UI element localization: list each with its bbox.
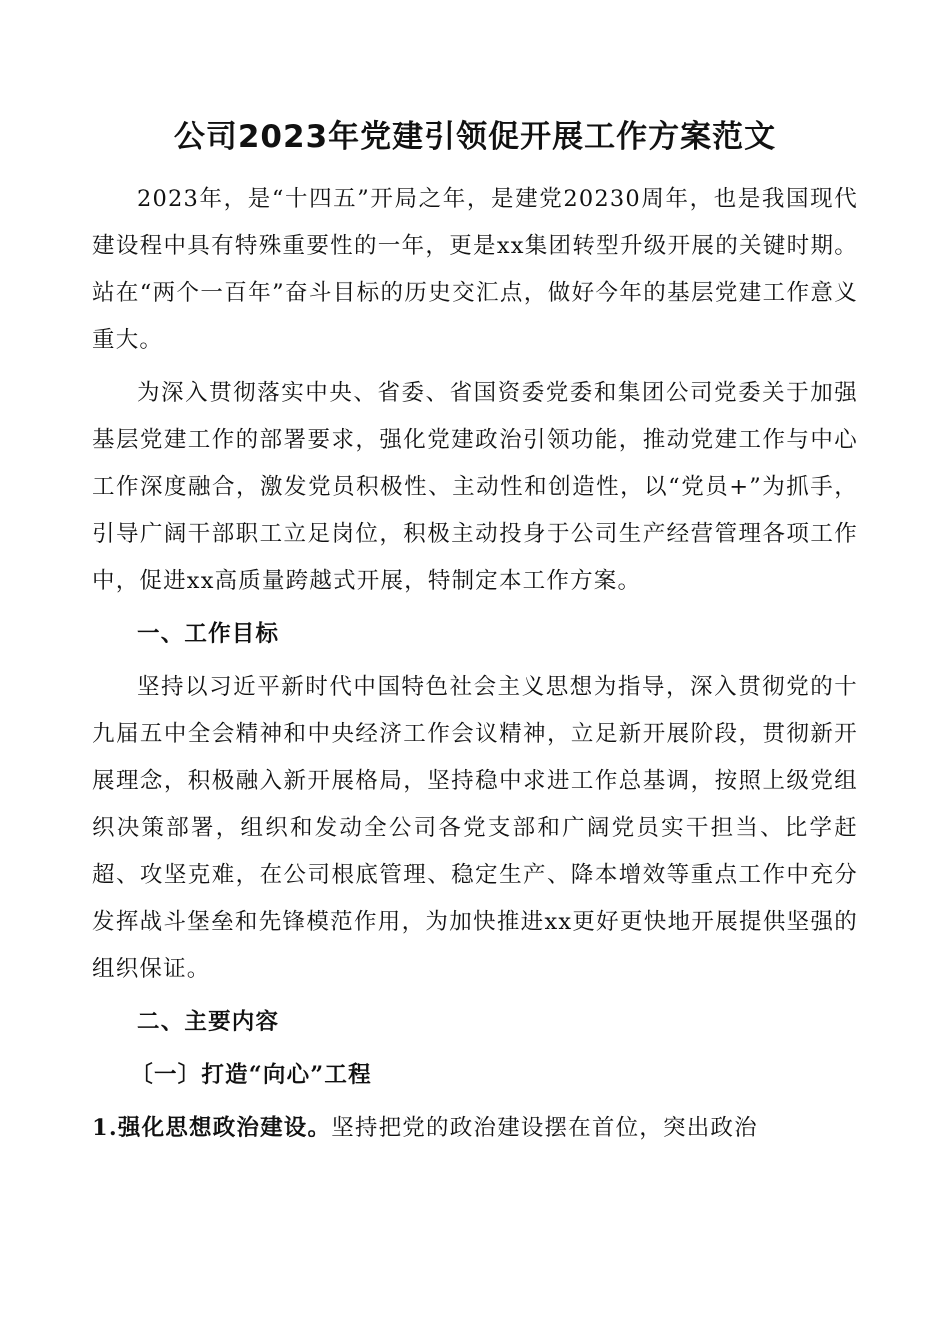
item-1-lead: 1.强化思想政治建设。 xyxy=(92,1115,332,1141)
document-body xyxy=(92,176,858,1152)
intro-paragraph-2: 为深入贯彻落实中央、省委、省国资委党委和集团公司党委关于加强基层党建工作的部署要求，强化党建政治引领功能，推动党建工作与中心工作深度融合，激发党员积极性、主动性和创造性，以“党员+”为抓手，引导广阔干部职工立足岗位，积极主动投身于公司生产经营管理各项工作中，促进xx高质量跨越式开展，特制定本工作方案。 xyxy=(92,380,858,594)
document-title: 公司2023年党建引领促开展工作方案范文 xyxy=(173,119,777,155)
item-1-paragraph xyxy=(92,1105,858,1152)
section-heading-goals: 一、工作目标 xyxy=(137,621,280,647)
subsection-heading: 〔一〕打造“向心”工程 xyxy=(130,1062,372,1088)
goals-paragraph: 坚持以习近平新时代中国特色社会主义思想为指导，深入贯彻党的十九届五中全会精神和中央经济工作会议精神，立足新开展阶段，贯彻新开展理念，积极融入新开展格局，坚持稳中求进工作总基调，按照上级党组织决策部署，组织和发动全公司各党支部和广阔党员实干担当、比学赶超、攻坚克难，在公司根底管理、稳定生产、降本增效等重点工作中充分发挥战斗堡垒和先锋模范作用，为加快推进xx更好更快地开展提供坚强的组织保证。 xyxy=(92,674,858,982)
intro-paragraph-1: 2023年，是“十四五”开局之年，是建党20230周年，也是我国现代建设程中具有特殊重要性的一年，更是xx集团转型升级开展的关键时期。站在“两个一百年”奋斗目标的历史交汇点，做好今年的基层党建工作意义重大。 xyxy=(92,186,858,353)
item-1-text: 坚持把党的政治建设摆在首位，突出政治 xyxy=(331,1115,758,1141)
section-heading-content: 二、主要内容 xyxy=(137,1009,280,1035)
